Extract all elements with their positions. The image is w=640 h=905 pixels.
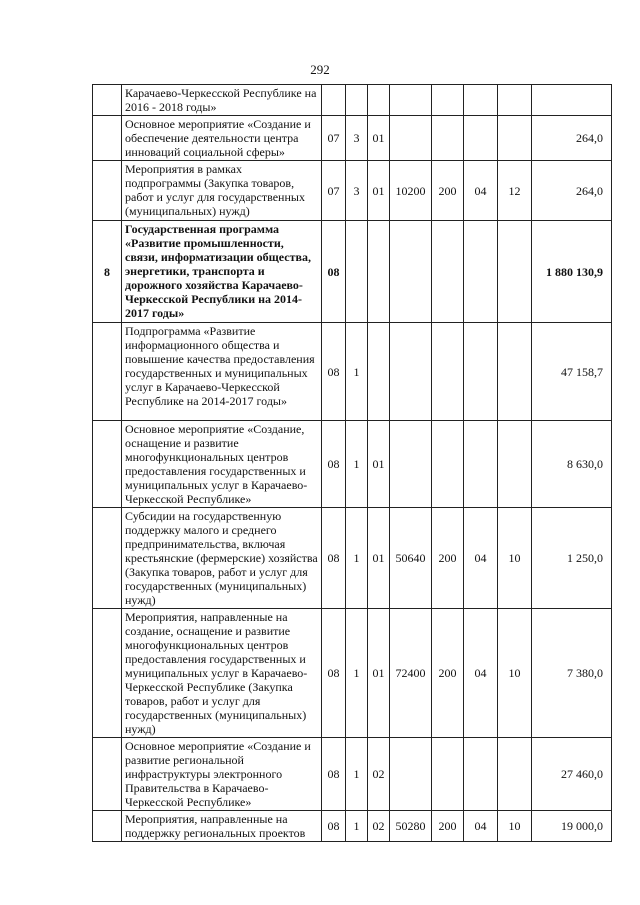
section-code-cell: 04	[464, 508, 498, 609]
expense-type-code-cell	[432, 85, 464, 116]
row-number-cell	[93, 508, 122, 609]
expense-type-code-cell	[432, 323, 464, 421]
table-row	[93, 85, 612, 116]
expense-type-code-cell: 200	[432, 508, 464, 609]
expense-direction-code-cell: 10200	[390, 161, 432, 221]
amount-cell: 264,0	[532, 161, 612, 221]
amount-cell: 1 250,0	[532, 508, 612, 609]
row-number-cell	[93, 811, 122, 842]
subsection-code-cell	[498, 85, 532, 116]
page-number: 292	[310, 62, 330, 77]
row-number-cell	[93, 85, 122, 116]
table-row	[93, 609, 612, 738]
item-name-cell: Основное мероприятие «Создание и обеспечение деятельности центра инноваций социальной сферы»	[122, 116, 322, 161]
section-code-cell	[464, 323, 498, 421]
ministry-code-cell: 08	[322, 323, 346, 421]
amount-cell: 27 460,0	[532, 738, 612, 811]
row-number-cell	[93, 738, 122, 811]
ministry-code-cell: 07	[322, 116, 346, 161]
section-code-cell: 04	[464, 161, 498, 221]
row-number-cell	[93, 161, 122, 221]
item-name-cell: Основное мероприятие «Создание и развитие региональной инфраструктуры электронного Правительства в Карачаево-Черкесской Республике»	[122, 738, 322, 811]
table-row	[93, 738, 612, 811]
amount-cell: 8 630,0	[532, 421, 612, 508]
subprogram-code-cell	[346, 221, 368, 323]
section-code-cell	[464, 116, 498, 161]
ministry-code-cell: 08	[322, 508, 346, 609]
item-name-cell: Мероприятия в рамках подпрограммы (Закупка товаров, работ и услуг для государственных (муниципальных) нужд)	[122, 161, 322, 221]
expense-type-code-cell: 200	[432, 161, 464, 221]
budget-table	[92, 84, 612, 842]
subprogram-code-cell: 3	[346, 116, 368, 161]
expense-type-code-cell	[432, 221, 464, 323]
main-activity-code-cell: 01	[368, 116, 390, 161]
row-number-cell	[93, 421, 122, 508]
subsection-code-cell: 10	[498, 508, 532, 609]
expense-direction-code-cell	[390, 116, 432, 161]
expense-direction-code-cell: 50640	[390, 508, 432, 609]
expense-direction-code-cell	[390, 323, 432, 421]
main-activity-code-cell: 02	[368, 738, 390, 811]
subprogram-code-cell: 1	[346, 609, 368, 738]
expense-type-code-cell: 200	[432, 609, 464, 738]
subsection-code-cell	[498, 738, 532, 811]
section-code-cell	[464, 221, 498, 323]
section-code-cell	[464, 738, 498, 811]
subprogram-code-cell: 1	[346, 811, 368, 842]
main-activity-code-cell: 02	[368, 811, 390, 842]
subsection-code-cell	[498, 221, 532, 323]
table-row	[93, 221, 612, 323]
main-activity-code-cell	[368, 85, 390, 116]
amount-cell	[532, 85, 612, 116]
subprogram-code-cell: 1	[346, 323, 368, 421]
expense-direction-code-cell	[390, 738, 432, 811]
ministry-code-cell: 07	[322, 161, 346, 221]
subprogram-code-cell	[346, 85, 368, 116]
amount-cell: 7 380,0	[532, 609, 612, 738]
expense-direction-code-cell: 50280	[390, 811, 432, 842]
subsection-code-cell: 10	[498, 811, 532, 842]
item-name-cell: Государственная программа «Развитие промышленности, связи, информатизации общества, энергетики, транспорта и дорожного хозяйства Карачаево-Черкесской Республики на 2014-2017 годы»	[122, 221, 322, 323]
ministry-code-cell: 08	[322, 811, 346, 842]
amount-cell: 1 880 130,9	[532, 221, 612, 323]
section-code-cell	[464, 421, 498, 508]
row-number-cell	[93, 116, 122, 161]
amount-cell: 19 000,0	[532, 811, 612, 842]
table-row	[93, 323, 612, 421]
item-name-cell: Мероприятия, направленные на создание, оснащение и развитие многофункциональных центров предоставления государственных и муниципальных услуг в Карачаево-Черкесской Республике (Закупка товаров, работ и услуг для государственных (муниципальных) нужд)	[122, 609, 322, 738]
main-activity-code-cell: 01	[368, 508, 390, 609]
section-code-cell	[464, 85, 498, 116]
table-row	[93, 811, 612, 842]
expense-direction-code-cell	[390, 85, 432, 116]
row-number-cell	[93, 609, 122, 738]
section-code-cell: 04	[464, 609, 498, 738]
amount-cell: 264,0	[532, 116, 612, 161]
main-activity-code-cell	[368, 323, 390, 421]
expense-type-code-cell: 200	[432, 811, 464, 842]
table-row	[93, 116, 612, 161]
subsection-code-cell: 12	[498, 161, 532, 221]
table-row	[93, 508, 612, 609]
expense-direction-code-cell	[390, 221, 432, 323]
main-activity-code-cell	[368, 221, 390, 323]
expense-type-code-cell	[432, 421, 464, 508]
expense-type-code-cell	[432, 738, 464, 811]
amount-cell: 47 158,7	[532, 323, 612, 421]
subsection-code-cell: 10	[498, 609, 532, 738]
ministry-code-cell: 08	[322, 421, 346, 508]
subsection-code-cell	[498, 421, 532, 508]
ministry-code-cell: 08	[322, 221, 346, 323]
subprogram-code-cell: 1	[346, 421, 368, 508]
ministry-code-cell: 08	[322, 738, 346, 811]
main-activity-code-cell: 01	[368, 161, 390, 221]
subprogram-code-cell: 3	[346, 161, 368, 221]
subprogram-code-cell: 1	[346, 738, 368, 811]
subprogram-code-cell: 1	[346, 508, 368, 609]
expense-direction-code-cell	[390, 421, 432, 508]
main-activity-code-cell: 01	[368, 609, 390, 738]
table-row	[93, 421, 612, 508]
expense-type-code-cell	[432, 116, 464, 161]
subsection-code-cell	[498, 323, 532, 421]
item-name-cell: Субсидии на государственную поддержку малого и среднего предпринимательства, включая крестьянские (фермерские) хозяйства (Закупка товаров, работ и услуг для государственных (муниципальных) нужд)	[122, 508, 322, 609]
ministry-code-cell: 08	[322, 609, 346, 738]
row-number-cell	[93, 323, 122, 421]
item-name-cell: Основное мероприятие «Создание, оснащение и развитие многофункциональных центров предоставления государственных и муниципальных услуг в Карачаево-Черкесской Республике»	[122, 421, 322, 508]
row-number-cell: 8	[93, 221, 122, 323]
main-activity-code-cell: 01	[368, 421, 390, 508]
section-code-cell: 04	[464, 811, 498, 842]
table-body	[93, 85, 612, 842]
item-name-cell: Карачаево-Черкесской Республике на 2016 - 2018 годы»	[122, 85, 322, 116]
subsection-code-cell	[498, 116, 532, 161]
table-row	[93, 161, 612, 221]
expense-direction-code-cell: 72400	[390, 609, 432, 738]
item-name-cell: Мероприятия, направленные на поддержку региональных проектов	[122, 811, 322, 842]
item-name-cell: Подпрограмма «Развитие информационного общества и повышение качества предоставления государственных и муниципальных услуг в Карачаево-Черкесской Республике на 2014-2017 годы»	[122, 323, 322, 421]
ministry-code-cell	[322, 85, 346, 116]
